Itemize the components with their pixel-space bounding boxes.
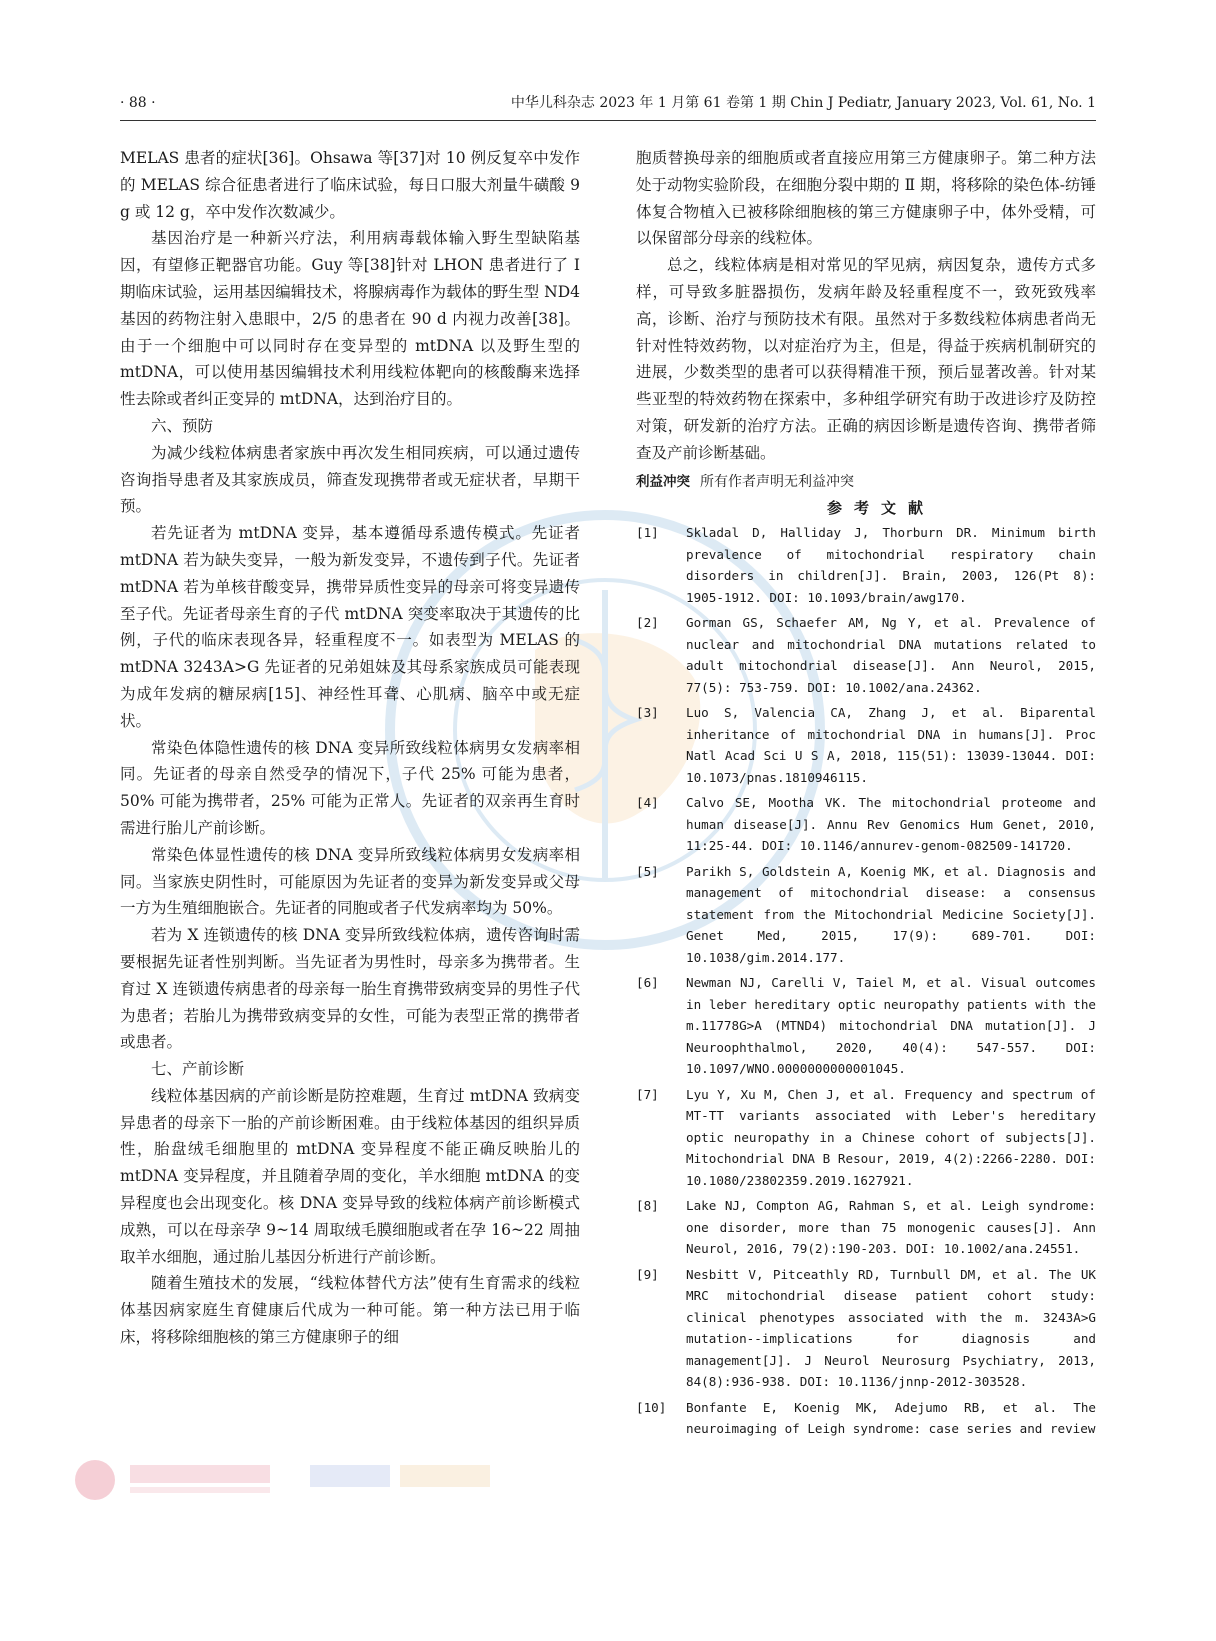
reference-text: Skladal D, Halliday J, Thorburn DR. Minimum birth prevalence of mitochondrial respiratory chain disorders in children[J]. Brain, 2003, 126(Pt 8): 1905-1912. DOI: 10.1093/brain/awg170. [686, 525, 1096, 605]
reference-text: Calvo SE, Mootha VK. The mitochondrial proteome and human disease[J]. Annu Rev Genomics Hum Genet, 2010, 11:25-44. DOI: 10.1146/annurev-genom-082509-141720. [686, 795, 1096, 854]
reference-number: [2] [636, 615, 659, 631]
paragraph: 若先证者为 mtDNA 变异，基本遵循母系遗传模式。先证者 mtDNA 若为缺失变异，一般为新发变异，不遗传到子代。先证者 mtDNA 若为单核苷酸变异，携带异质性变异的母亲可将变异遗传至子代。先证者母亲生育的子代 mtDNA 突变率取决于其遗传的比例，子代的临床表现各异，轻重程度不一。如表型为 MELAS 的 mtDNA 3243A>G 先证者的兄弟姐妹及其母系家族成员可能表现为成年发病的糖尿病[15]、神经性耳聋、心肌病、脑卒中或无症状。 [120, 524, 580, 730]
reference-number: [5] [636, 863, 659, 879]
paragraph: 若为 X 连锁遗传的核 DNA 变异所致线粒体病，遗传咨询时需要根据先证者性别判断。当先证者为男性时，母亲多为携带者。生育过 X 连锁遗传病患者的母亲每一胎生育携带致病变异的男性子代为患者；若胎儿为携带致病变异的女性，可能为表型正常的携带者或患者。 [120, 926, 580, 1052]
header-rule [120, 120, 1096, 121]
reference-text: Newman NJ, Carelli V, Taiel M, et al. Visual outcomes in leber hereditary optic neuropathy patients with the m.11778G>A (MTND4) mitochondrial DNA mutation[J]. J Neuroophthalmol, 2020, 40(4): 547-557. DOI: 10.1097/WNO.0000000000001045. [686, 975, 1096, 1077]
reference-item [636, 1264, 1096, 1393]
reference-number: [10] [636, 1399, 667, 1415]
paragraph: 常染色体显性遗传的核 DNA 变异所致线粒体病男女发病率相同。当家族史阴性时，可能原因为先证者的变异为新发变异或父母一方为生殖细胞嵌合。先证者的同胞或者子代发病率均为 50%。 [120, 845, 580, 918]
journal-citation: 中华儿科杂志 2023 年 1 月第 61 卷第 1 期 Chin J Pediatr, January 2023, Vol. 61, No. 1 [510, 95, 1096, 111]
section-heading: 七、产前诊断 [151, 1060, 245, 1079]
paragraph: 总之，线粒体病是相对常见的罕见病，病因复杂，遗传方式多样，可导致多脏器损伤，发病年龄及轻重程度不一，致死致残率高，诊断、治疗与预防技术有限。虽然对于多数线粒体病患者尚无针对性特效药物，以对症治疗为主，但是，得益于疾病机制研究的进展，少数类型的患者可以获得精准干预，预后显著改善。针对某些亚型的特效药物在探索中，多种组学研究有助于改进诊疗及防控对策，研发新的治疗方法。正确的病因诊断是遗传咨询、携带者筛查及产前诊断基础。 [636, 256, 1096, 462]
reference-number: [7] [636, 1086, 659, 1102]
publisher-logo-watermark [70, 1455, 520, 1505]
reference-text: Bonfante E, Koenig MK, Adejumo RB, et al. The neuroimaging of Leigh syndrome: case series and review [686, 1399, 1096, 1437]
paragraph: MELAS 患者的症状[36]。Ohsawa 等[37]对 10 例反复卒中发作的 MELAS 综合征患者进行了临床试验，每日口服大剂量牛磺酸 9 g 或 12 g，卒中发作次数减少。 [120, 149, 580, 221]
paragraph: 常染色体隐性遗传的核 DNA 变异所致线粒体病男女发病率相同。先证者的母亲自然受孕的情况下，子代 25% 可能为患者，50% 可能为携带者，25% 可能为正常人。先证者的双亲再生育时需进行胎儿产前诊断。 [120, 738, 580, 837]
reference-item [636, 1397, 1096, 1440]
right-column [636, 145, 1096, 1444]
paragraph: 基因治疗是一种新兴疗法，利用病毒载体输入野生型缺陷基因，有望修正靶器官功能。Guy 等[38]针对 LHON 患者进行了 Ⅰ 期临床试验，运用基因编辑技术，将腺病毒作为载体的野生型 ND4 基因的药物注射入患眼中，2/5 的患者在 90 d 内视力改善[38]。由于一个细胞中可以同时存在变异型的 mtDNA 以及野生型的 mtDNA，可以使用基因编辑技术利用线粒体靶向的核酸酶来选择性去除或者纠正变异的 mtDNA，达到治疗目的。 [120, 229, 580, 409]
paragraph: 随着生殖技术的发展，“线粒体替代方法”使有生育需求的线粒体基因病家庭生育健康后代成为一种可能。第一种方法已用于临床，将移除细胞核的第三方健康卵子的细 [120, 1274, 580, 1347]
reference-list [636, 522, 1096, 1440]
reference-text: Nesbitt V, Pitceathly RD, Turnbull DM, et al. The UK MRC mitochondrial disease patient cohort study: clinical phenotypes associated with the m. 3243A>G mutation--implications for diagnosis and management[J]. J Neurol Neurosurg Psychiatry, 2013, 84(8):936-938. DOI: 10.1136/jnnp-2012-303528. [686, 1266, 1096, 1390]
paragraph: 线粒体基因病的产前诊断是防控难题，生育过 mtDNA 致病变异患者的母亲下一胎的产前诊断困难。由于线粒体基因的组织异质性，胎盘绒毛细胞里的 mtDNA 变异程度不能正确反映胎儿的 mtDNA 变异程度，并且随着孕周的变化，羊水细胞 mtDNA 的变异程度也会出现变化。核 DNA 变异导致的线粒体病产前诊断模式成熟，可以在母亲孕 9~14 周取绒毛膜细胞或者在孕 16~22 周抽取羊水细胞，通过胎儿基因分析进行产前诊断。 [120, 1086, 580, 1266]
reference-number: [1] [636, 525, 659, 541]
reference-number: [8] [636, 1198, 659, 1214]
reference-item [636, 792, 1096, 857]
reference-item [636, 972, 1096, 1080]
reference-number: [3] [636, 705, 659, 721]
conflict-label: 利益冲突 [636, 473, 690, 490]
reference-item [636, 612, 1096, 698]
reference-item [636, 861, 1096, 969]
reference-text: Gorman GS, Schaefer AM, Ng Y, et al. Prevalence of nuclear and mitochondrial DNA mutations related to adult mitochondrial disease[J]. Ann Neurol, 2015, 77(5): 753-759. DOI: 10.1002/ana.24362. [686, 615, 1096, 695]
section-heading: 六、预防 [151, 416, 214, 435]
left-column [120, 145, 580, 1351]
running-header [120, 92, 1096, 112]
reference-item [636, 1195, 1096, 1260]
page-number: · 88 · [120, 95, 156, 111]
reference-item [636, 1084, 1096, 1192]
reference-item [636, 702, 1096, 788]
reference-number: [9] [636, 1266, 659, 1282]
reference-text: Luo S, Valencia CA, Zhang J, et al. Biparental inheritance of mitochondrial DNA in humans[J]. Proc Natl Acad Sci U S A, 2018, 115(51): 13039-13044. DOI: 10.1073/pnas.1810946115. [686, 705, 1096, 785]
conflict-of-interest [636, 469, 1096, 496]
reference-number: [4] [636, 795, 659, 811]
references-title: 参考文献 [826, 499, 935, 518]
conflict-text: 所有作者声明无利益冲突 [700, 473, 854, 490]
reference-item [636, 522, 1096, 608]
paragraph: 为减少线粒体病患者家族中再次发生相同疾病，可以通过遗传咨询指导患者及其家族成员，筛查发现携带者或无症状者，早期干预。 [120, 443, 580, 516]
reference-text: Parikh S, Goldstein A, Koenig MK, et al. Diagnosis and management of mitochondrial disease: a consensus statement from the Mitochondrial Medicine Society[J]. Genet Med, 2015, 17(9): 689-701. DOI: 10.1038/gim.2014.177. [686, 863, 1096, 965]
paragraph: 胞质替换母亲的细胞质或者直接应用第三方健康卵子。第二种方法处于动物实验阶段，在细胞分裂中期的 Ⅱ 期，将移除的染色体-纺锤体复合物植入已被移除细胞核的第三方健康卵子中，体外受精，可以保留部分母亲的线粒体。 [636, 149, 1096, 248]
reference-number: [6] [636, 975, 659, 991]
reference-text: Lyu Y, Xu M, Chen J, et al. Frequency and spectrum of MT-TT variants associated with Leber's hereditary optic neuropathy in a Chinese cohort of subjects[J]. Mitochondrial DNA B Resour, 2019, 4(2):2266-2280. DOI: 10.1080/23802359.2019.1627921. [686, 1086, 1096, 1188]
reference-text: Lake NJ, Compton AG, Rahman S, et al. Leigh syndrome: one disorder, more than 75 monogenic causes[J]. Ann Neurol, 2016, 79(2):190-203. DOI: 10.1002/ana.24551. [686, 1198, 1096, 1257]
